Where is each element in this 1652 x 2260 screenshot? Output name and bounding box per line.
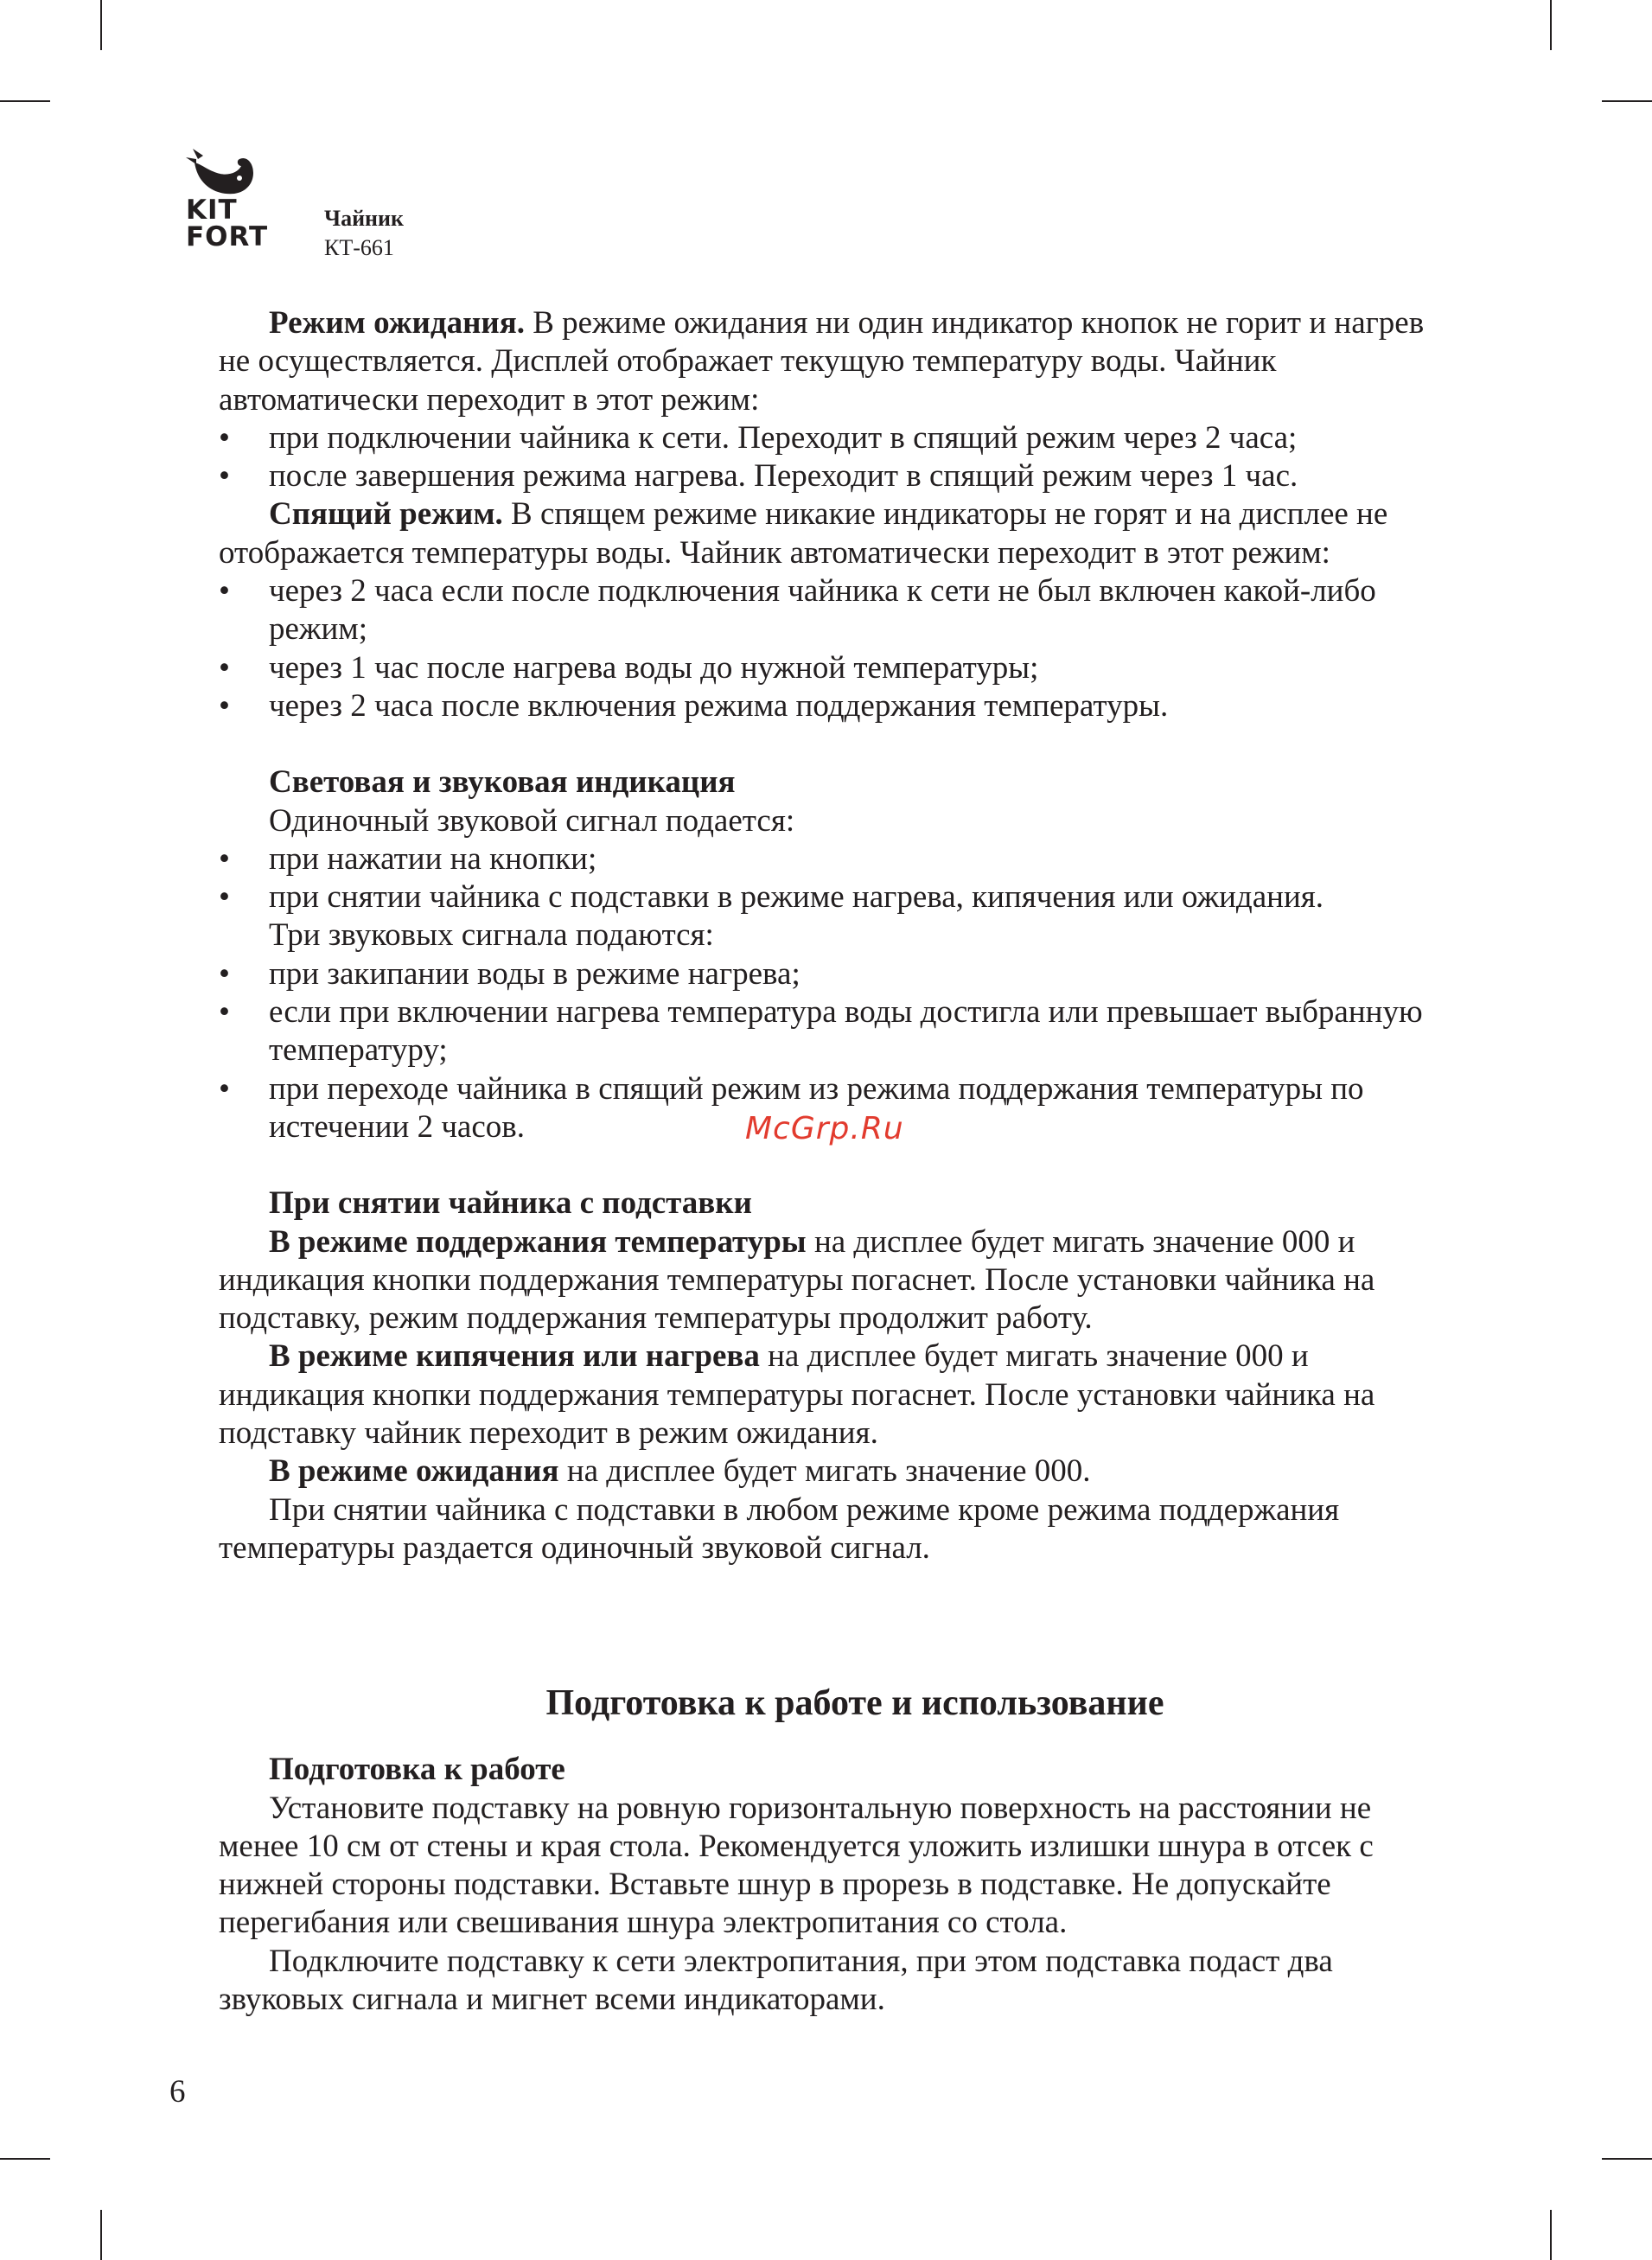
list-item-text: при снятии чайника с подставки в режиме нагрева, кипячения или ожидания. xyxy=(269,879,1324,916)
list-item xyxy=(219,993,1457,1070)
list-item xyxy=(219,840,1457,878)
crop-mark xyxy=(1602,2158,1652,2160)
indication-heading: Световая и звуковая индикация xyxy=(269,764,736,801)
list-item xyxy=(219,878,1457,916)
bullet-icon: • xyxy=(219,994,230,1031)
removal-p3-lead: В режиме ожидания xyxy=(269,1453,559,1490)
header-info xyxy=(324,204,404,263)
standby-paragraph xyxy=(219,304,1457,419)
list-item xyxy=(219,687,1457,725)
logo-text-fort: FORT xyxy=(186,221,269,252)
sleep-text: В спящем режиме никакие индикаторы не горят и на дисплее не отображается температуры воды. Чайник автоматически переходит в этот режим: xyxy=(219,496,1388,571)
logo-text-kit: KIT xyxy=(186,195,238,226)
single-signal-list xyxy=(219,840,1457,917)
product-model: КТ-661 xyxy=(324,235,394,260)
removal-paragraph-1 xyxy=(219,1223,1457,1338)
bullet-icon: • xyxy=(219,573,230,610)
crop-mark xyxy=(0,100,50,102)
crop-mark xyxy=(100,0,102,50)
watermark: McGrp.Ru xyxy=(745,1111,904,1146)
removal-paragraph-2 xyxy=(219,1337,1457,1452)
bullet-icon: • xyxy=(219,419,230,456)
bullet-icon: • xyxy=(219,649,230,686)
removal-p2-lead: В режиме кипячения или нагрева xyxy=(269,1338,760,1375)
main-content xyxy=(219,304,1457,2019)
removal-p1-text: на дисплее будет мигать значение 000 и индикация кнопки поддержания температуры погаснет. После установки чайника на подставку, режим поддержания температуры продолжит работу. xyxy=(219,1223,1375,1337)
removal-heading: При снятии чайника с подставки xyxy=(269,1185,752,1222)
standby-list xyxy=(219,419,1457,496)
bullet-icon: • xyxy=(219,955,230,992)
preparation-paragraph-1: Установите подставку на ровную горизонтальную поверхность на расстоянии не менее 10 см от стены и края стола. Рекомендуется уложить излишки шнура в отсек с нижней стороны подставки. Вставьте шнур в прорезь в подставке. Не допускайте перегибания или свешивания шнура электропитания со стола. xyxy=(219,1790,1374,1941)
removal-p2-text: на дисплее будет мигать значение 000 и индикация кнопки поддержания температуры погаснет. После установки чайника на подставку чайник переходит в режим ожидания. xyxy=(219,1338,1375,1452)
triple-signal-intro: Три звуковых сигнала подаются: xyxy=(269,917,714,954)
crop-mark xyxy=(1602,100,1652,102)
single-signal-intro: Одиночный звуковой сигнал подается: xyxy=(269,802,795,839)
crop-mark xyxy=(0,2158,50,2160)
removal-p1-lead: В режиме поддержания температуры xyxy=(269,1223,807,1260)
bullet-icon: • xyxy=(219,687,230,724)
kitfort-logo xyxy=(186,147,298,251)
whale-icon xyxy=(186,147,255,197)
list-item-text: при подключении чайника к сети. Переходит в спящий режим через 2 часа; xyxy=(269,419,1298,456)
preparation-heading: Подготовка к работе xyxy=(269,1752,565,1788)
list-item-text: через 1 час после нагрева воды до нужной температуры; xyxy=(269,649,1039,686)
removal-p3-text: на дисплее будет мигать значение 000. xyxy=(558,1453,1091,1490)
sleep-lead: Спящий режим. xyxy=(269,496,503,533)
list-item-text: через 2 часа если после подключения чайника к сети не был включен какой-либо режим; xyxy=(269,573,1376,648)
list-item xyxy=(219,419,1457,457)
standby-lead: Режим ожидания. xyxy=(269,305,525,341)
bullet-icon: • xyxy=(219,1070,230,1107)
sleep-list xyxy=(219,572,1457,725)
removal-paragraph-3 xyxy=(219,1452,1457,1491)
list-item-text: через 2 часа после включения режима поддержания температуры. xyxy=(269,687,1169,724)
crop-mark xyxy=(1550,2210,1552,2260)
crop-mark xyxy=(1550,0,1552,50)
list-item-text: при нажатии на кнопки; xyxy=(269,840,597,877)
preparation-paragraph-2: Подключите подставку к сети электропитания, при этом подставка подаст два звуковых сигнала и мигнет всеми индикаторами. xyxy=(219,1943,1333,2017)
removal-paragraph-4: При снятии чайника с подставки в любом режиме кроме режима поддержания температуры раздается одиночный звуковой сигнал. xyxy=(219,1491,1340,1566)
bullet-icon: • xyxy=(219,458,230,495)
list-item xyxy=(219,572,1457,649)
list-item-text: при переходе чайника в спящий режим из режима поддержания температуры по истечении 2 часов. xyxy=(269,1070,1364,1145)
bullet-icon: • xyxy=(219,879,230,916)
product-title: Чайник xyxy=(324,206,405,231)
page-number: 6 xyxy=(169,2074,186,2110)
list-item xyxy=(219,649,1457,687)
list-item-text: после завершения режима нагрева. Переходит в спящий режим через 1 час. xyxy=(269,458,1298,495)
list-item xyxy=(219,955,1457,993)
sleep-paragraph xyxy=(219,495,1457,572)
standby-text: В режиме ожидания ни один индикатор кнопок не горит и нагрев не осуществляется. Дисплей отображает текущую температуру воды. Чайник автоматически переходит в этот режим: xyxy=(219,305,1425,418)
list-item xyxy=(219,457,1457,495)
list-item-text: если при включении нагрева температура воды достигла или превышает выбранную температуру; xyxy=(269,994,1423,1069)
crop-mark xyxy=(100,2210,102,2260)
bullet-icon: • xyxy=(219,840,230,877)
list-item-text: при закипании воды в режиме нагрева; xyxy=(269,955,800,992)
section-title: Подготовка к работе и использование xyxy=(545,1683,1164,1724)
